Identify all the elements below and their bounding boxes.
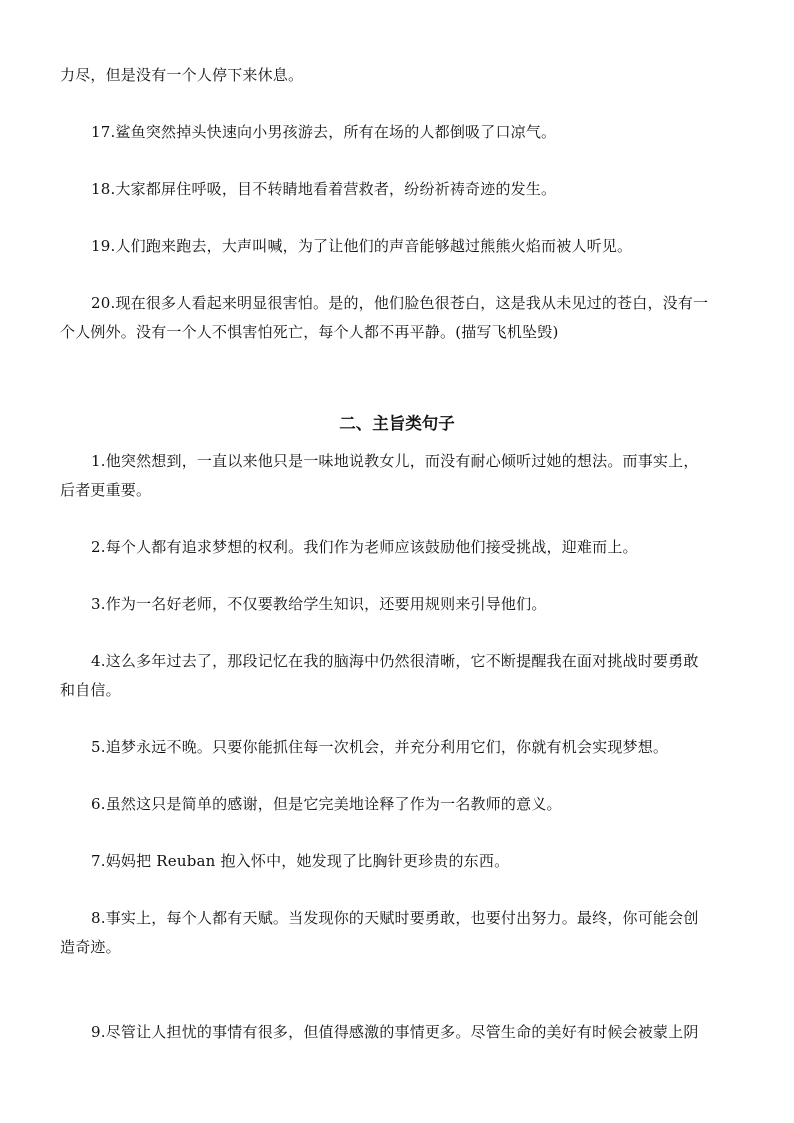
item-7: 7.妈妈把 Reuban 抱入怀中，她发现了比胸针更珍贵的东西。 [91, 852, 510, 870]
item-5: 5.追梦永远不晚。只要你能抓住每一次机会，并充分利用它们，你就有机会实现梦想。 [91, 738, 669, 756]
section-heading: 二、主旨类句子 [339, 414, 455, 433]
paragraph-18: 18.大家都屏住呼吸，目不转睛地看着营救者，纷纷祈祷奇迹的发生。 [91, 180, 557, 198]
item-6: 6.虽然这只是简单的感谢，但是它完美地诠释了作为一名教师的意义。 [91, 795, 562, 813]
paragraph-19: 19.人们跑来跑去，大声叫喊，为了让他们的声音能够越过熊熊火焰而被人听见。 [91, 237, 633, 255]
paragraph-20-line-2: 个人例外。没有一个人不惧害怕死亡，每个人都不再平静。(描写飞机坠毁) [60, 323, 559, 341]
item-8-line-1: 8.事实上，每个人都有天赋。当发现你的天赋时要勇敢，也要付出努力。最终，你可能会创 [91, 909, 699, 927]
item-2: 2.每个人都有追求梦想的权利。我们作为老师应该鼓励他们接受挑战，迎难而上。 [91, 538, 638, 556]
item-8-line-2: 造奇迹。 [60, 938, 121, 956]
item-1-line-2: 后者更重要。 [60, 481, 152, 499]
paragraph-16-continuation: 力尽，但是没有一个人停下来休息。 [60, 66, 304, 84]
item-4-line-1: 4.这么多年过去了，那段记忆在我的脑海中仍然很清晰，它不断提醒我在面对挑战时要勇敢 [91, 652, 699, 670]
paragraph-17: 17.鲨鱼突然掉头快速向小男孩游去，所有在场的人都倒吸了口凉气。 [91, 123, 557, 141]
item-9-line-1: 9.尽管让人担忧的事情有很多，但值得感激的事情更多。尽管生命的美好有时候会被蒙上阴 [91, 1023, 699, 1041]
paragraph-20-line-1: 20.现在很多人看起来明显很害怕。是的，他们脸色很苍白，这是我从未见过的苍白，没有一 [91, 294, 709, 312]
item-4-line-2: 和自信。 [60, 681, 121, 699]
item-3: 3.作为一名好老师，不仅要教给学生知识，还要用规则来引导他们。 [91, 595, 547, 613]
item-1-line-1: 1.他突然想到，一直以来他只是一味地说教女儿，而没有耐心倾听过她的想法。而事实上， [91, 452, 699, 470]
